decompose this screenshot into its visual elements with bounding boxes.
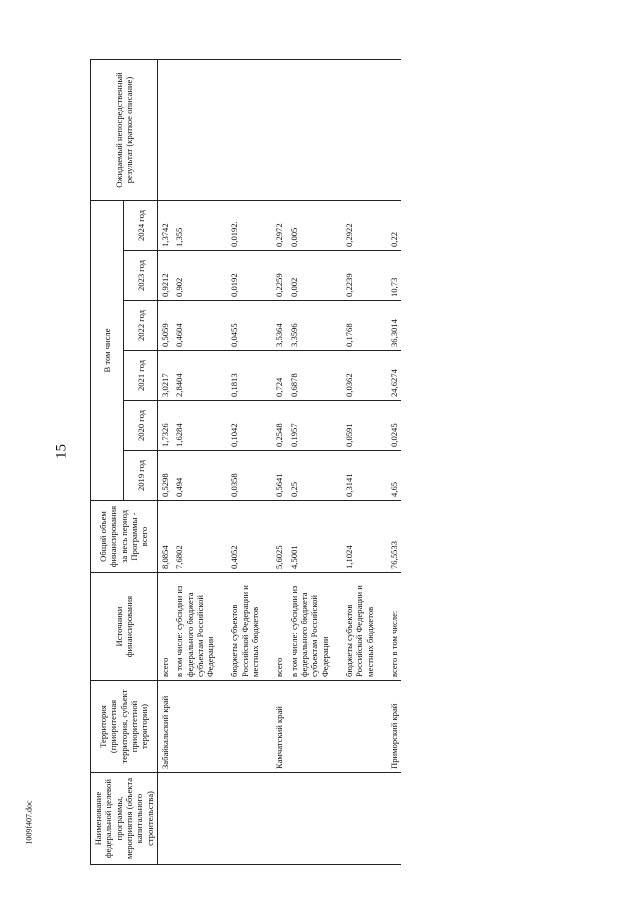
cell-value: 3,5364 [272, 301, 286, 351]
cell-value: 36,3014 [387, 301, 401, 351]
file-label: 1009f407.doc [24, 800, 34, 845]
cell-territory: Приморский край [387, 681, 401, 773]
cell-value: 0,2972 [272, 201, 286, 251]
header-territory: Территория (приоритетная территория, субъект приоритетной территории) [91, 681, 158, 773]
cell-value: 0,5641 [272, 451, 286, 501]
cell-name [157, 773, 401, 865]
cell-value: 0,005 [287, 201, 332, 251]
financing-table [90, 59, 401, 865]
cell-value: 0,2922 [342, 201, 377, 251]
cell-value: 0,1813 [227, 351, 262, 401]
cell-value: 0,2259 [272, 251, 286, 301]
cell-total: 4,5001 [287, 501, 332, 573]
header-year: 2024 год [124, 201, 157, 251]
cell-value: 0,724 [272, 351, 286, 401]
cell-value: 0,9212 [157, 251, 172, 301]
cell-total: 76,5533 [387, 501, 401, 573]
cell-total: 0,4052 [227, 501, 262, 573]
cell-value: 1,355 [172, 201, 217, 251]
cell-value: 4,65 [387, 451, 401, 501]
cell-source: бюджеты субъектов Российской Федерации и местных бюджетов [227, 573, 262, 681]
cell-value: 0,1768 [342, 301, 377, 351]
cell-value: 0,6878 [287, 351, 332, 401]
header-name: Наименование федеральной целевой программы, мероприятия (объекта капитального строительства) [91, 773, 158, 865]
header-year: 2023 год [124, 251, 157, 301]
cell-source: всего в том числе: [387, 573, 401, 681]
cell-value: 0,0358 [227, 451, 262, 501]
cell-value: 1,7326 [157, 401, 172, 451]
cell-value: 0,5059 [157, 301, 172, 351]
cell-value: 0,902 [172, 251, 217, 301]
cell-value: 0,5298 [157, 451, 172, 501]
cell-value: 0,2239 [342, 251, 377, 301]
cell-total: 8,0854 [157, 501, 172, 573]
header-year: 2019 год [124, 451, 157, 501]
cell-value: 0,0192 [227, 251, 262, 301]
cell-value: 0,4604 [172, 301, 217, 351]
cell-value: 3,3596 [287, 301, 332, 351]
cell-territory: Камчатский край [272, 681, 286, 773]
cell-value: 0,2548 [272, 401, 286, 451]
cell-value: 0,0591 [342, 401, 377, 451]
cell-value: 0,1957 [287, 401, 332, 451]
cell-source: в том числе: субсидии из федерального бюджета субъектам Российской Федерации [287, 573, 332, 681]
table-row [157, 60, 172, 865]
cell-total: 5,6025 [272, 501, 286, 573]
cell-value: 2,8404 [172, 351, 217, 401]
cell-result [157, 60, 401, 201]
cell-value: 0,0192. [227, 201, 262, 251]
cell-source: всего [272, 573, 286, 681]
cell-source: всего [157, 573, 172, 681]
header-incl: В том числе [91, 201, 124, 501]
header-year: 2022 год [124, 301, 157, 351]
cell-value: 10,73 [387, 251, 401, 301]
header-sources: Источники финансирования [91, 573, 158, 681]
header-total: Общий объем финансирования за весь период Программы - всего [91, 501, 158, 573]
cell-value: 0,002 [287, 251, 332, 301]
cell-total: 1,1024 [342, 501, 377, 573]
cell-value: 0,0455 [227, 301, 262, 351]
rotated-table-container [90, 60, 640, 865]
cell-total: 7,6802 [172, 501, 217, 573]
header-year: 2021 год [124, 351, 157, 401]
cell-value: 0,25 [287, 451, 332, 501]
page-number: 15 [53, 444, 70, 459]
header-year: 2020 год [124, 401, 157, 451]
header-row-1 [91, 60, 124, 865]
cell-value: 0,3141 [342, 451, 377, 501]
cell-value: 0,1042 [227, 401, 262, 451]
cell-territory: Забайкальский край [157, 681, 172, 773]
cell-source: бюджеты субъектов Российской Федерации и местных бюджетов [342, 573, 377, 681]
cell-source: в том числе: субсидии из федерального бюджета субъектам Российской Федерации [172, 573, 217, 681]
cell-value: 0,0245 [387, 401, 401, 451]
cell-value: 0,0362 [342, 351, 377, 401]
cell-value: 24,6274 [387, 351, 401, 401]
cell-value: 0,22 [387, 201, 401, 251]
cell-value: 0,494 [172, 451, 217, 501]
cell-value: 1,6284 [172, 401, 217, 451]
cell-value: 1,3742 [157, 201, 172, 251]
header-result: Ожидаемый непосредственный результат (краткое описание) [91, 60, 158, 201]
cell-value: 3,0217 [157, 351, 172, 401]
